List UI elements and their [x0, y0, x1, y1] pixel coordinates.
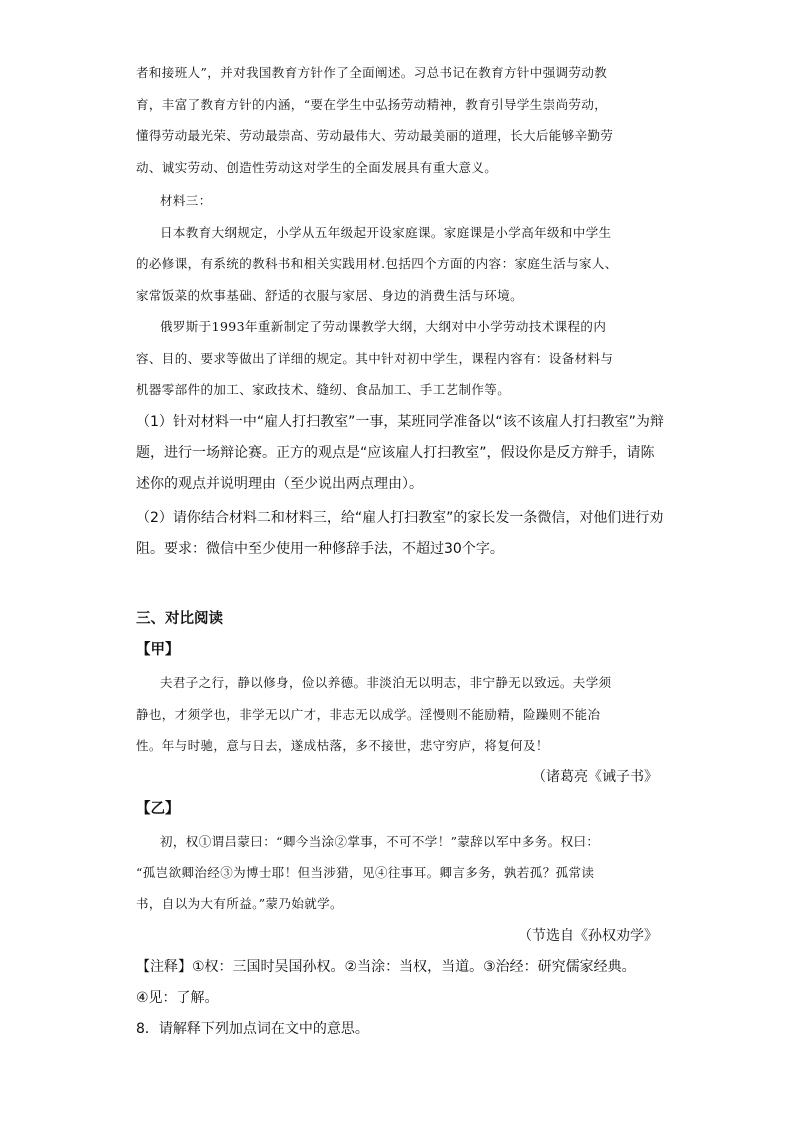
material-two-line-2: 育，丰富了教育方针的内涵，“要在学生中弘扬劳动精神，教育引导学生崇尚劳动， [136, 97, 608, 112]
question-2-line-2: 阻。要求：微信中至少使用一种修辞手法，不超过30个字。 [136, 541, 504, 557]
material-three-russia-line-2: 容、目的、要求等做出了详细的规定。其中针对初中学生，课程内容有：设备材料与 [136, 351, 614, 366]
material-three-japan-line-2: 的必修课，有系统的教科书和相关实践用材.包括四个方面的内容：家庭生活与家人、 [136, 256, 618, 271]
notes-line-2: ④见：了解。 [136, 990, 219, 1006]
jia-text-line-3: 性。年与时驰，意与日去，遂成枯落，多不接世，悲守穷庐，将复何及！ [136, 738, 549, 753]
jia-text-line-2: 静也，才须学也，非学无以广才，非志无以成学。淫慢则不能励精，险躁则不能冶 [136, 707, 601, 722]
question-1-line-3: 述你的观点并说明理由（至少说出两点理由）。 [136, 476, 423, 492]
jia-label: 【甲】 [136, 642, 180, 658]
yi-source: （节选自《孙权劝学》 [518, 928, 658, 944]
material-three-russia-line-3: 机器零部件的加工、家政技术、缝纫、食品加工、手工艺制作等。 [136, 382, 511, 397]
question-2-line-1: （2）请你结合材料二和材料三，给“雇人打扫教室”的家长发一条微信，对他们进行劝 [136, 510, 664, 526]
material-two-line-1: 者和接班人”，并对我国教育方针作了全面阐述。习总书记在教育方针中强调劳动教 [136, 65, 608, 80]
jia-source: （诸葛亮《诫子书》 [532, 769, 658, 785]
yi-text-line-2: “孤岂欲卿治经③为博士耶！但当涉猎，见④往事耳。卿言多务，孰若孤？孤常读 [136, 865, 595, 880]
question-1-line-2: 题，进行一场辩论赛。正方的观点是“应该雇人打扫教室”，假设你是反方辩手，请陈 [136, 445, 655, 461]
material-two-line-4: 动、诚实劳动、创造性劳动这对学生的全面发展具有重大意义。 [136, 160, 498, 175]
question-8: 8．请解释下列加点词在文中的意思。 [136, 1021, 369, 1037]
yi-label: 【乙】 [136, 801, 180, 817]
section-three-title: 三、对比阅读 [136, 611, 223, 627]
material-two-line-3: 懂得劳动最光荣、劳动最崇高、劳动最伟大、劳动最美丽的道理，长大后能够辛勤劳 [136, 128, 614, 143]
material-three-japan-line-3: 家常饭菜的炊事基础、舒适的衣服与家居、身边的消费生活与环境。 [136, 288, 524, 303]
question-1-line-1: （1）针对材料一中“雇人打扫教室”一事，某班同学准备以“该不该雇人打扫教室”为辩 [136, 414, 664, 430]
jia-text-line-1: 夫君子之行，静以修身，俭以养德。非淡泊无以明志，非宁静无以致远。夫学须 [160, 675, 612, 690]
notes-line-1: 【注释】①权：三国时吴国孙权。②当涂：当权，当道。③治经：研究儒家经典。 [136, 959, 636, 975]
yi-text-line-3: 书，自以为大有所益。”蒙乃始就学。 [136, 896, 343, 911]
yi-text-line-1: 初，权①谓吕蒙曰：“卿今当涂②掌事，不可不学！”蒙辞以军中多务。权曰： [160, 834, 600, 849]
material-three-japan-line-1: 日本教育大纲规定，小学从五年级起开设家庭课。家庭课是小学高年级和中学生 [160, 225, 612, 240]
material-three-russia-line-1: 俄罗斯于1993年重新制定了劳动课教学大纲，大纲对中小学劳动技术课程的内 [160, 319, 607, 334]
material-three-heading: 材料三： [160, 193, 212, 208]
